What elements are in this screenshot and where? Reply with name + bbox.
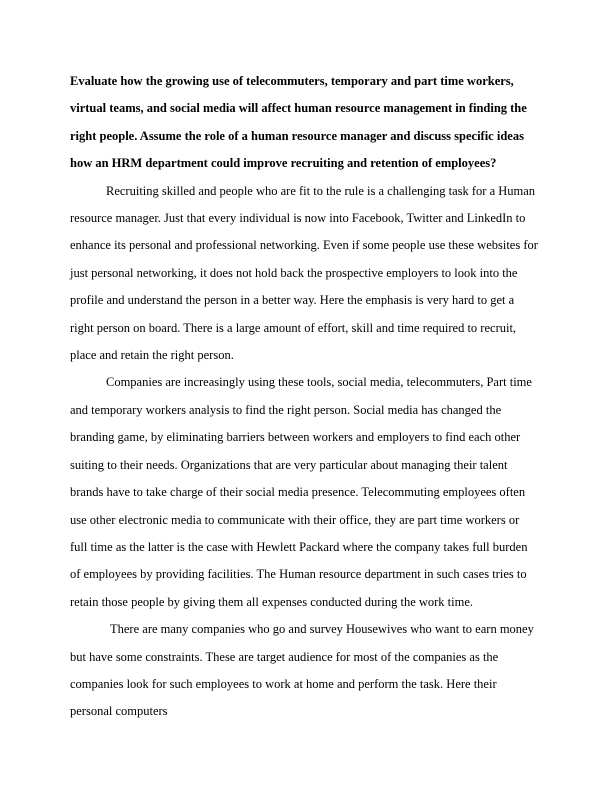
paragraph-companies: Companies are increasingly using these tools, social media, telecommuters, Part time and temporary workers analysis to find the right person. Social media has changed the branding game, by eliminating barriers between workers and employers to find each other suiting to their needs. Organizations that are very particular about managing their talent brands have to take charge of their social media presence. Telecommuting employees often use other electronic media to communicate with their office, they are part time workers or full time as the latter is the case with Hewlett Packard where the company takes full burden of employees by providing facilities. The Human resource department in such cases tries to retain those people by giving them all expenses conducted during the work time.: [70, 375, 532, 609]
paragraph-housewives: There are many companies who go and survey Housewives who want to earn money but have some constraints. These are target audience for most of the companies as the companies look for such employees to work at home and perform the task. Here their personal computers: [70, 622, 534, 719]
paragraph-recruiting: Recruiting skilled and people who are fit to the rule is a challenging task for a Human resource manager. Just that every individual is now into Facebook, Twitter and LinkedIn to enhance its personal and professional networking. Even if some people use these websites for just personal networking, it does not hold back the prospective employers to look into the profile and understand the person in a better way. Here the emphasis is very hard to get a right person on board. There is a large amount of effort, skill and time required to recruit, place and retain the right person.: [70, 183, 538, 363]
question-heading: Evaluate how the growing use of telecommuters, temporary and part time workers, virtual teams, and social media will affect human resource management in finding the right people. Assume the role of a human resource manager and discuss specific ideas how an HRM department could improve recruiting and retention of employees?: [70, 74, 527, 171]
document-body: [70, 68, 538, 726]
